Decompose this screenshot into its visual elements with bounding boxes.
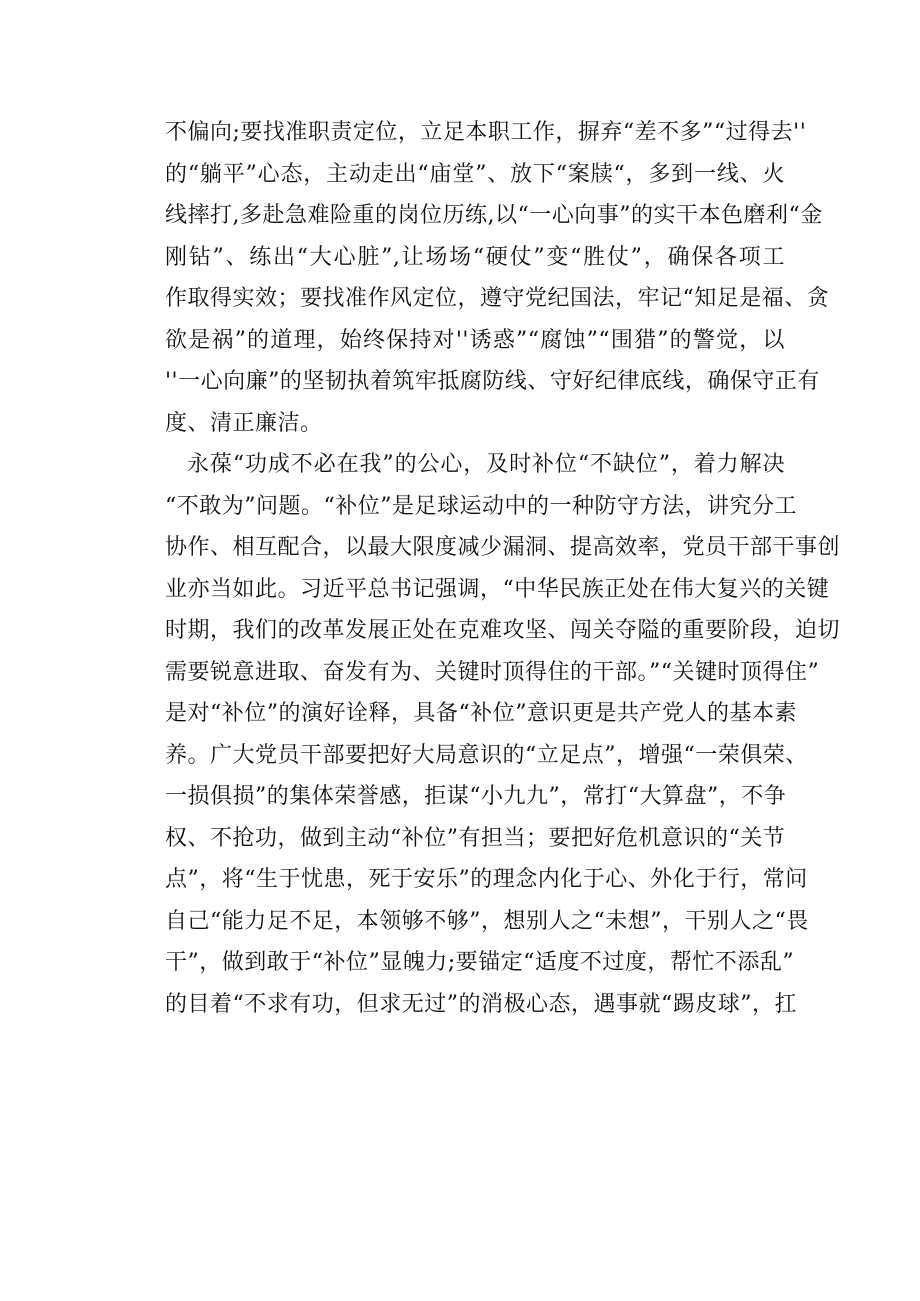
text-line: “不敢为”问题。“补位”是足球运动中的一种防守方法，讲究分工 — [165, 493, 797, 519]
text-line: 欲是祸”的道理，始终保持对''诱惑”“腐蚀”“围猎”的警觉，以 — [165, 327, 785, 353]
text-line: 一损俱损”的集体荣誉感，拒谋“小九九”，常打“大算盘”，不争 — [165, 784, 787, 809]
text-line: 需要锐意进取、奋发有为、关键时顶得住的干部。”“关键时顶得住” — [165, 659, 820, 685]
paragraph-1 — [165, 112, 830, 444]
text-line: 业亦当如此。习近平总书记强调，“中华民族正处在伟大复兴的关键 — [165, 576, 830, 602]
text-line: 干”，做到敢于“补位”显魄力;要锚定“适度不过度，帮忙不添乱” — [165, 950, 795, 975]
text-line: 线摔打,多赴急难险重的岗位历练,以“一心向事”的实干本色磨利“金 — [165, 203, 823, 228]
body-text — [165, 112, 841, 1025]
text-line: 自己“能力足不足，本领够不够”，想别人之“未想”，干别人之“畏 — [165, 908, 809, 934]
text-line: 协作、相互配合，以最大限度减少漏洞、提高效率，党员干部干事创 — [165, 535, 841, 560]
text-line: 养。广大党员干部要把好大局意识的“立足点”，增强“一荣俱荣、 — [165, 742, 808, 768]
paragraph-2 — [165, 444, 841, 1025]
text-line: 作取得实效；要找准作风定位，遵守党纪国法，牢记“知足是福、贪 — [165, 286, 830, 311]
text-line: 不偏向;要找准职责定位，立足本职工作，摒弃“差不多”“过得去'' — [165, 120, 807, 145]
text-line: 点”，将“生于忧患，死于安乐”的理念内化于心、外化于行，常问 — [165, 867, 808, 892]
text-line: ''一心向廉”的坚韧执着筑牢抵腐防线、守好纪律底线，确保守正有 — [165, 369, 820, 394]
text-line: 的“躺平”心态，主动走出“庙堂”、放下“案牍“，多到一线、火 — [165, 161, 785, 187]
text-line: 时期，我们的改革发展正处在克难攻坚、闯关夺隘的重要阶段，迫切 — [165, 618, 841, 643]
text-line: 度、清正廉洁。 — [165, 410, 323, 436]
text-line: 永葆“功成不必在我”的公心，及时补位“不缺位”，着力解决 — [187, 452, 785, 477]
text-line: 权、不抢功，做到主动“补位”有担当；要把好危机意识的“关节 — [165, 825, 786, 851]
text-line: 的目着“不求有功，但求无过”的消极心态，遇事就“踢皮球”，扛 — [165, 991, 797, 1017]
text-line: 是对“补位”的演好诠释，具备“补位”意识更是共产党人的基本素 — [165, 701, 797, 726]
text-line: 刚钻”、练出“大心脏”,让场场“硬仗”变“胜仗”，确保各项工 — [165, 244, 785, 270]
